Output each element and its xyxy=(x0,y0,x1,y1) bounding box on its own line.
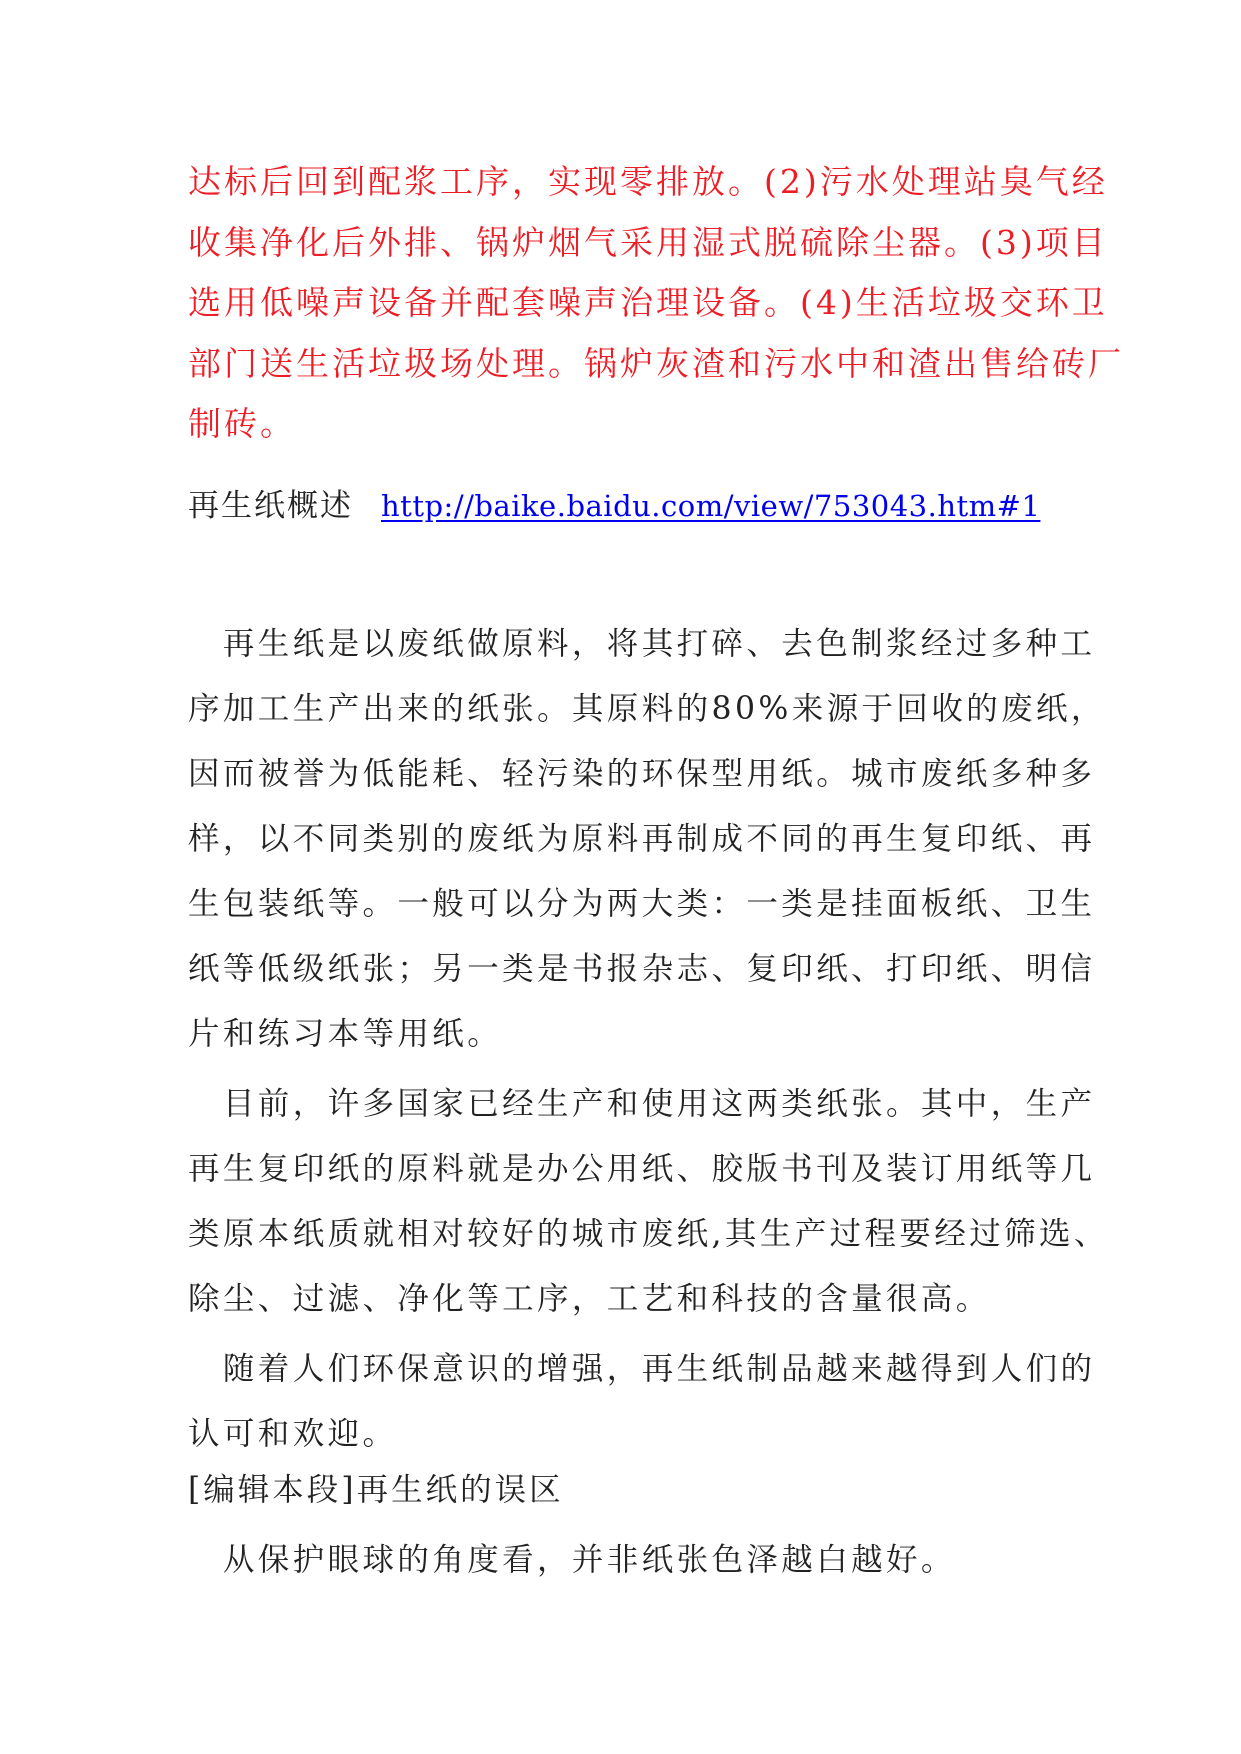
red-paragraph-line: 制砖。 xyxy=(188,404,296,443)
paragraph-line: 纸等低级纸张；另一类是书报杂志、复印纸、打印纸、明信 xyxy=(188,951,1096,987)
red-paragraph-line: 达标后回到配浆工序，实现零排放。(2)污水处理站臭气经 xyxy=(188,162,1108,201)
baike-link[interactable]: http://baike.baidu.com/view/753043.htm#1 xyxy=(381,489,1041,523)
paragraph-line: 目前，许多国家已经生产和使用这两类纸张。其中，生产 xyxy=(188,1086,1096,1122)
red-paragraph-line: 收集净化后外排、锅炉烟气采用湿式脱硫除尘器。(3)项目 xyxy=(188,222,1108,262)
paragraph-line: 从保护眼球的角度看，并非纸张色泽越白越好。 xyxy=(188,1542,956,1578)
paragraph-line: 再生纸是以废纸做原料，将其打碎、去色制浆经过多种工 xyxy=(188,626,1096,662)
section-title: 再生纸概述 xyxy=(188,488,353,524)
paragraph-line: 片和练习本等用纸。 xyxy=(188,1016,503,1052)
paragraph-production xyxy=(188,1072,1109,1332)
paragraph-line: 认可和欢迎。 xyxy=(188,1416,398,1452)
paragraph-misconception xyxy=(188,1528,1058,1593)
paragraph-line: 除尘、过滤、净化等工序，工艺和科技的含量很高。 xyxy=(188,1281,991,1317)
paragraph-line: 随着人们环保意识的增强，再生纸制品越来越得到人们的 xyxy=(188,1351,1096,1387)
paragraph-awareness xyxy=(188,1337,1096,1467)
section-heading-misconceptions: [编辑本段]再生纸的误区 xyxy=(188,1472,564,1508)
paragraph-line: 再生复印纸的原料就是办公用纸、胶版书刊及装订用纸等几 xyxy=(188,1151,1096,1187)
section-title-row xyxy=(188,484,1058,528)
red-paragraph-line: 部门送生活垃圾场处理。锅炉灰渣和污水中和渣出售给砖厂 xyxy=(188,343,1124,383)
paragraph-line: 样，以不同类别的废纸为原料再制成不同的再生复印纸、再 xyxy=(188,821,1096,857)
red-paragraph-line: 选用低噪声设备并配套噪声治理设备。(4)生活垃圾交环卫 xyxy=(188,283,1108,322)
paragraph-line: 生包装纸等。一般可以分为两大类：一类是挂面板纸、卫生 xyxy=(188,886,1096,922)
paragraph-overview xyxy=(188,612,1106,1067)
paragraph-line: 因而被誉为低能耗、轻污染的环保型用纸。城市废纸多种多 xyxy=(188,756,1096,792)
paragraph-line: 序加工生产出来的纸张。其原料的80%来源于回收的废纸， xyxy=(188,691,1106,727)
paragraph-line: 类原本纸质就相对较好的城市废纸,其生产过程要经过筛选、 xyxy=(188,1216,1109,1252)
red-paragraph xyxy=(188,152,1124,455)
